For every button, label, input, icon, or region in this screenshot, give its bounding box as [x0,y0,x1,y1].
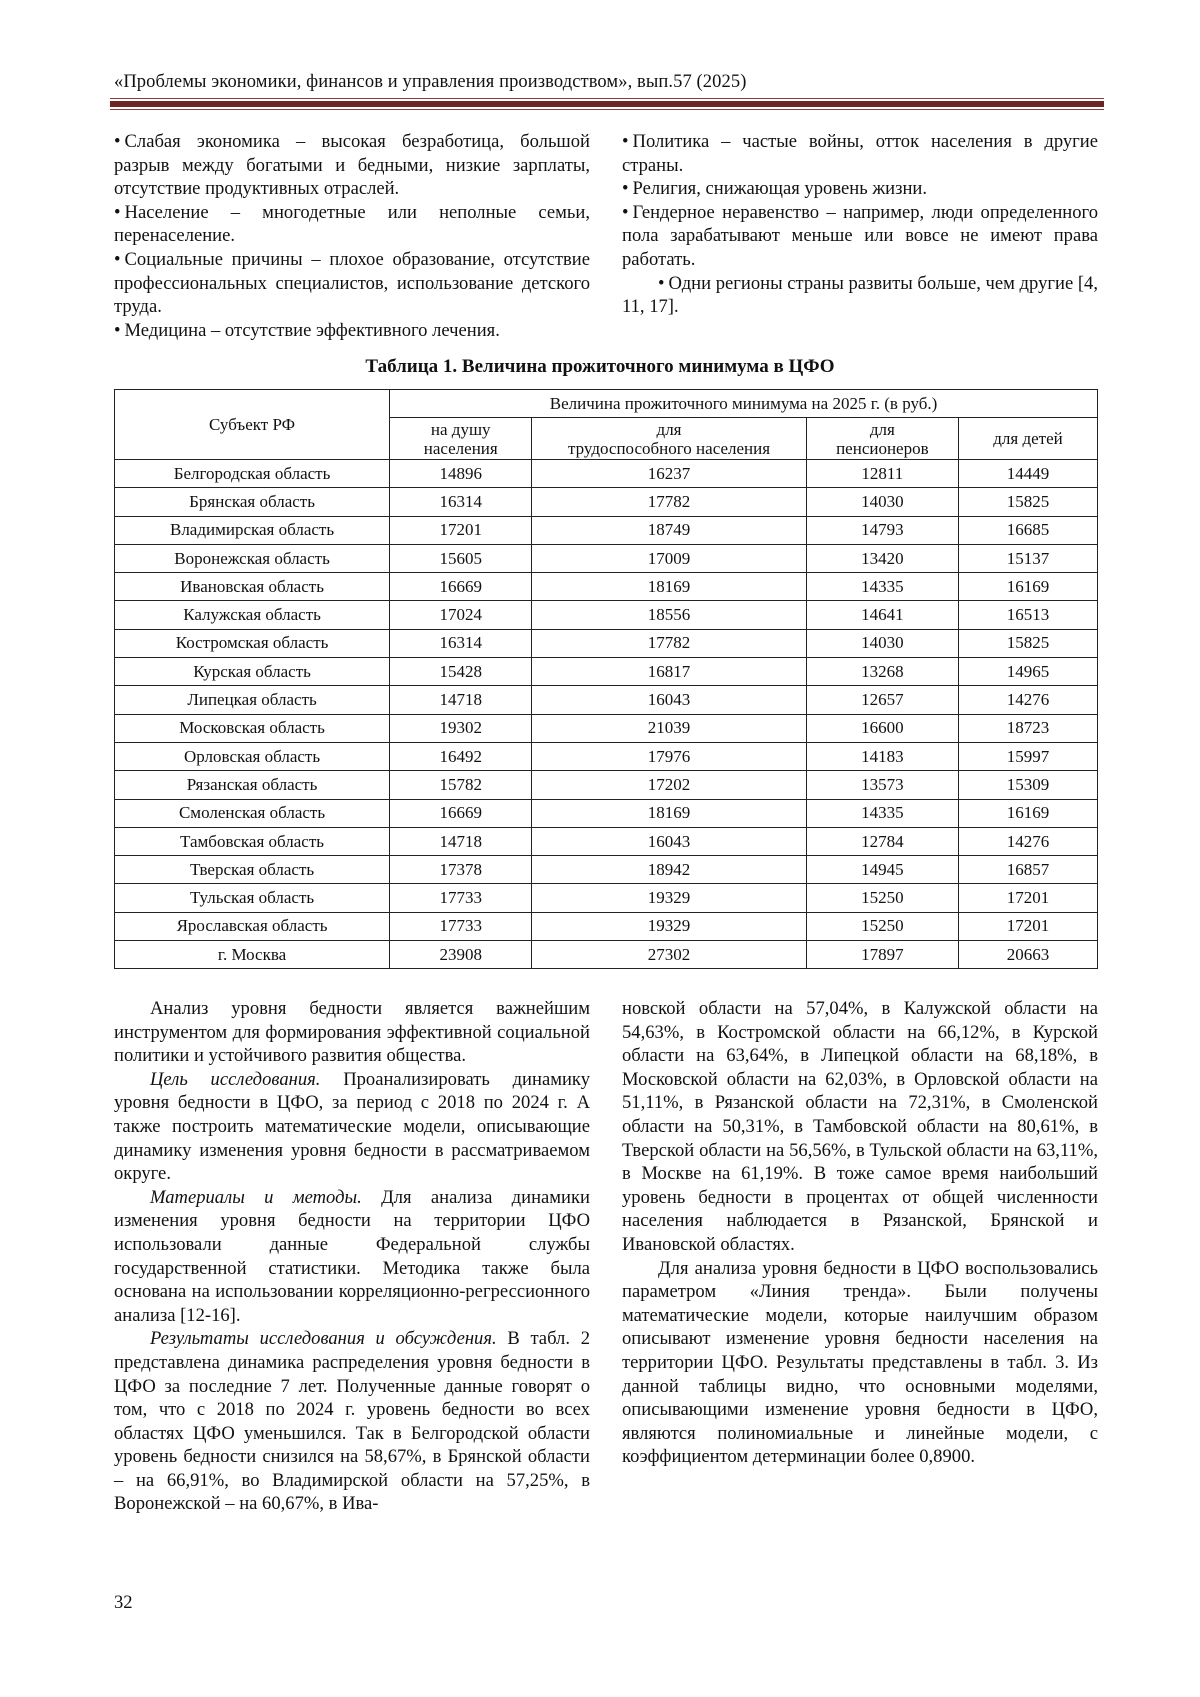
value-cell: 17201 [959,912,1098,940]
value-cell: 19329 [532,912,806,940]
value-cell: 14449 [959,460,1098,488]
bullet-icon: • [114,319,121,341]
aim-label: Цель исследования. [150,1068,321,1090]
page-number: 32 [114,1592,133,1613]
value-cell: 18169 [532,799,806,827]
column-header-per-capita: на душу населения [390,418,532,460]
region-name-cell: Белгородская область [115,460,390,488]
bullet-icon: • [622,201,629,223]
value-cell: 15997 [959,742,1098,770]
value-cell: 16817 [532,658,806,686]
value-cell: 27302 [532,941,806,969]
value-cell: 17733 [390,884,532,912]
table-row [115,544,1098,572]
value-cell: 14335 [806,573,958,601]
region-name-cell: Воронежская область [115,544,390,572]
list-item: • Религия, снижающая уровень жизни. [622,178,928,200]
value-cell: 12784 [806,827,958,855]
value-cell: 16169 [959,573,1098,601]
value-cell: 14945 [806,856,958,884]
value-cell: 17782 [532,629,806,657]
region-name-cell: Калужская область [115,601,390,629]
bullet-icon: • [114,131,121,152]
value-cell: 17009 [532,544,806,572]
table-row [115,629,1098,657]
bullet-icon: • [622,178,629,200]
region-name-cell: Тульская область [115,884,390,912]
value-cell: 13573 [806,771,958,799]
value-cell: 14896 [390,460,532,488]
value-cell: 18723 [959,714,1098,742]
table-body [115,460,1098,969]
table-row [115,516,1098,544]
value-cell: 20663 [959,941,1098,969]
table-row [115,799,1098,827]
value-cell: 15250 [806,884,958,912]
value-cell: 16513 [959,601,1098,629]
region-name-cell: Ярославская область [115,912,390,940]
region-name-cell: Тамбовская область [115,827,390,855]
bullet-icon: • [114,201,121,223]
region-name-cell: Курская область [115,658,390,686]
causes-list-left [114,130,590,342]
value-cell: 16685 [959,516,1098,544]
value-cell: 16492 [390,742,532,770]
value-cell: 16669 [390,573,532,601]
results-paragraph: Результаты исследования и обсуждения. В табл. 2 представлена динамика распределения уровня бедности в ЦФО за последние 7 лет. Полученные данные говорят о том, что с 2018 по 2024 г. уровень бедности во всех областях ЦФО уменьшился. Так в Белгородской области уровень бедности снизился на 58,67%, в Брянской области – на 66,91%, во Владимирской области на 57,25%, в Воронежской – на 60,67%, в Ива- [114,1328,590,1515]
value-cell: 12811 [806,460,958,488]
value-cell: 15782 [390,771,532,799]
table-row [115,714,1098,742]
value-cell: 14718 [390,686,532,714]
running-head: «Проблемы экономики, финансов и управления производством», вып.57 (2025) [114,72,747,92]
column-group-header: Величина прожиточного минимума на 2025 г. (в руб.) [390,390,1098,418]
value-cell: 15428 [390,658,532,686]
table-row [115,742,1098,770]
value-cell: 18169 [532,573,806,601]
value-cell: 16314 [390,488,532,516]
table-row [115,658,1098,686]
value-cell: 14183 [806,742,958,770]
list-item: • Социальные причины – плохое образование, отсутствие профессиональных специалистов, использование детского труда. [114,248,590,318]
value-cell: 15825 [959,488,1098,516]
table-row [115,686,1098,714]
table-row [115,827,1098,855]
value-cell: 16237 [532,460,806,488]
region-name-cell: Смоленская область [115,799,390,827]
value-cell: 17378 [390,856,532,884]
value-cell: 14793 [806,516,958,544]
value-cell: 23908 [390,941,532,969]
bullet-icon: • [114,248,121,270]
region-name-cell: Орловская область [115,742,390,770]
table-row [115,856,1098,884]
causes-list-right [622,130,1098,319]
methods-paragraph: Материалы и методы. Для анализа динамики изменения уровня бедности на территории ЦФО использовали данные Федеральной службы государственной статистики. Методика также была основана на использовании корреляционно-регрессионного анализа [12-16]. [114,1186,590,1326]
value-cell: 14641 [806,601,958,629]
methods-label: Материалы и методы. [150,1186,362,1208]
value-cell: 13420 [806,544,958,572]
value-cell: 15605 [390,544,532,572]
table-row [115,460,1098,488]
table-caption: Таблица 1. Величина прожиточного минимума в ЦФО [365,356,835,377]
column-header-working-age: для трудоспособного населения [532,418,806,460]
value-cell: 15309 [959,771,1098,799]
region-name-cell: Липецкая область [115,686,390,714]
list-item: • Политика – частые войны, отток населения в другие страны. [622,131,1098,176]
aim-paragraph: Цель исследования. Проанализировать динамику уровня бедности в ЦФО, за период с 2018 по 2024 г. А также построить математические модели, описывающие динамику изменения уровня бедности в рассматриваемом округе. [114,1068,590,1185]
value-cell: 17202 [532,771,806,799]
value-cell: 14030 [806,629,958,657]
table-row [115,884,1098,912]
value-cell: 17201 [390,516,532,544]
value-cell: 17897 [806,941,958,969]
table-row [115,488,1098,516]
header-rule-thick [110,101,1104,107]
region-name-cell: Владимирская область [115,516,390,544]
table-row [115,941,1098,969]
value-cell: 13268 [806,658,958,686]
bullet-icon: • [658,272,665,294]
value-cell: 21039 [532,714,806,742]
region-name-cell: г. Москва [115,941,390,969]
list-item: • Одни регионы страны развиты больше, чем другие [4, 11, 17]. [622,272,1098,318]
value-cell: 18556 [532,601,806,629]
table-row [115,601,1098,629]
value-cell: 19329 [532,884,806,912]
body-column-left [114,997,590,1516]
value-cell: 14718 [390,827,532,855]
subsistence-minimum-table [114,389,1098,969]
value-cell: 15137 [959,544,1098,572]
list-item: • Слабая экономика – высокая безработица, большой разрыв между богатыми и бедными, низкие зарплаты, отсутствие продуктивных отраслей. [114,131,590,200]
value-cell: 17976 [532,742,806,770]
value-cell: 16314 [390,629,532,657]
value-cell: 17201 [959,884,1098,912]
value-cell: 18749 [532,516,806,544]
body-column-right [622,997,1098,1469]
trend-paragraph: Для анализа уровня бедности в ЦФО воспользовались параметром «Линия тренда». Были получены математические модели, которые наилучшим образом описывают изменение уровня бедности населения на территории ЦФО. Результаты представлены в табл. 3. Из данной таблицы видно, что основными моделями, описывающими изменение уровня бедности в ЦФО, являются полиномиальные и линейные модели, с коэффициентом детерминации более 0,8900. [622,1257,1098,1468]
value-cell: 17733 [390,912,532,940]
list-item: • Медицина – отсутствие эффективного лечения. [114,319,500,341]
column-header-pensioners: для пенсионеров [806,418,958,460]
value-cell: 15250 [806,912,958,940]
value-cell: 15825 [959,629,1098,657]
value-cell: 17024 [390,601,532,629]
results-continued-paragraph: новской области на 57,04%, в Калужской области на 54,63%, в Костромской области на 66,12%, в Курской области на 63,64%, в Липецкой области на 68,18%, в Московской области на 62,03%, в Орловской области на 51,11%, в Рязанской области на 72,31%, в Смоленской области на 50,31%, в Тамбовской области на 80,61%, в Тверской области на 56,56%, в Тульской области на 63,11%, в Москве на 61,19%. В тоже самое время наибольший уровень бедности в процентах от общей численности населения наблюдается в Рязанской, Брянской и Ивановской областях. [622,998,1098,1255]
value-cell: 16669 [390,799,532,827]
value-cell: 18942 [532,856,806,884]
value-cell: 14276 [959,827,1098,855]
region-name-cell: Рязанская область [115,771,390,799]
results-label: Результаты исследования и обсуждения. [150,1328,497,1350]
region-name-cell: Брянская область [115,488,390,516]
region-name-cell: Костромская область [115,629,390,657]
value-cell: 14276 [959,686,1098,714]
bullet-icon: • [622,131,629,152]
value-cell: 16857 [959,856,1098,884]
value-cell: 14030 [806,488,958,516]
value-cell: 16043 [532,827,806,855]
value-cell: 14965 [959,658,1098,686]
header-rule-thin-bottom [110,109,1104,110]
table-row [115,771,1098,799]
column-header-subject: Субъект РФ [115,390,390,460]
list-item: • Население – многодетные или неполные семьи, перенаселение. [114,201,590,247]
region-name-cell: Московская область [115,714,390,742]
value-cell: 12657 [806,686,958,714]
value-cell: 14335 [806,799,958,827]
header-rule-thin-top [110,98,1104,99]
value-cell: 16043 [532,686,806,714]
region-name-cell: Тверская область [115,856,390,884]
value-cell: 16600 [806,714,958,742]
region-name-cell: Ивановская область [115,573,390,601]
intro-paragraph: Анализ уровня бедности является важнейшим инструментом для формирования эффективной социальной политики и устойчивого развития общества. [114,998,590,1067]
value-cell: 16169 [959,799,1098,827]
table-row [115,912,1098,940]
column-header-children: для детей [959,418,1098,460]
value-cell: 19302 [390,714,532,742]
table-row [115,573,1098,601]
list-item: • Гендерное неравенство – например, люди определенного пола зарабатывают меньше или вовсе не имеют права работать. [622,201,1098,270]
value-cell: 17782 [532,488,806,516]
